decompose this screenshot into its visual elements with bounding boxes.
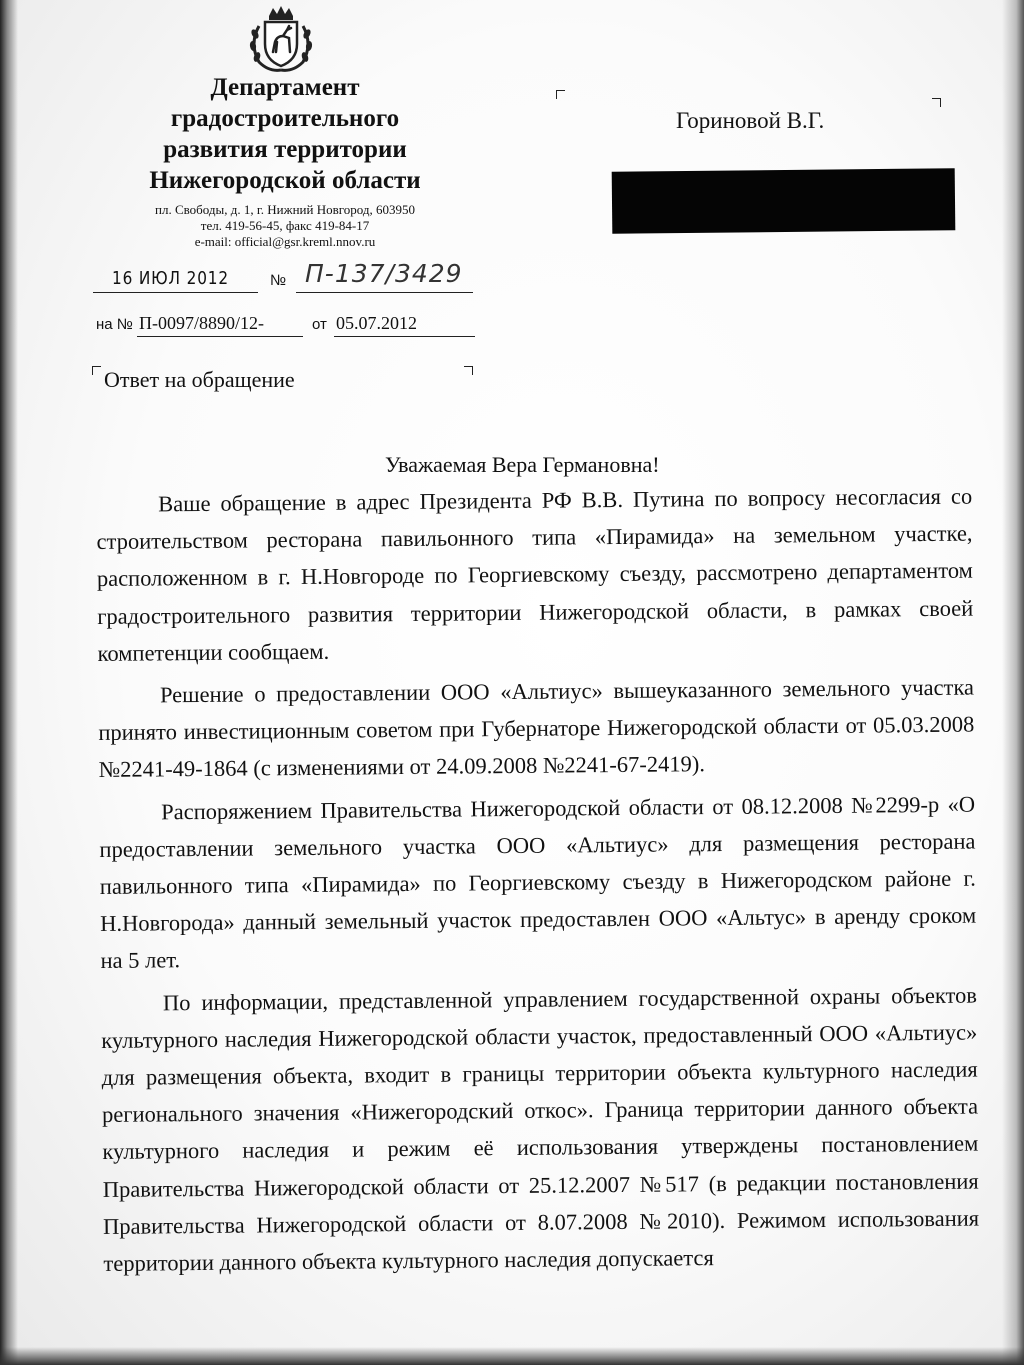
email-line: e-mail: official@gsr.kreml.nnov.ru — [194, 234, 376, 249]
recipient-name: Гориновой В.Г. — [676, 108, 825, 133]
address-line: пл. Свободы, д. 1, г. Нижний Новгород, 603950 — [155, 202, 415, 217]
page-right-edge — [1002, 0, 1024, 1365]
recipient-corner-mark — [932, 98, 941, 107]
address-line: тел. 419-56-45, факс 419-84-17 — [200, 218, 370, 233]
reply-to-label: на № — [96, 316, 133, 333]
date-underline — [93, 292, 258, 293]
redacted-address-block — [612, 168, 956, 234]
subject-corner-mark — [464, 366, 473, 375]
number-underline — [296, 292, 473, 293]
department-line: Нижегородской области — [149, 167, 421, 194]
department-line: Департамент — [210, 74, 360, 101]
number-label: № — [270, 272, 287, 289]
page-bottom-edge — [0, 1347, 1024, 1365]
letter-subject: Ответ на обращение — [104, 367, 295, 392]
subject-corner-mark — [92, 366, 101, 375]
reply-date-label: от — [312, 316, 327, 333]
letter-paragraph: По информации, представленной управлением государственной охраны объектов культурного наследия Нижегородской области участок, предоставленный ООО «Альтиус» для размещения объекта, входит в границы территории объекта культурного наследия регионального значения «Нижегородский откос». Граница территории данного объекта культурного наследия и режим её использования утверждены постановлением Правительства Нижегородской области от 25.12.2007 №517 (в редакции постановления Правительства Нижегородской области от 8.07.2008 №2010). Режимом использования территории данного объекта культурного наследия допускается — [101, 982, 980, 1277]
outgoing-number-handwritten: П-137/3429 — [305, 259, 463, 288]
reply-date-underline — [334, 336, 475, 337]
letter-paragraph: Ваше обращение в адрес Президента РФ В.В. Путина по вопросу несогласия со строительством ресторана павильонного типа «Пирамида» на земельном участке, расположенном в г. Н.Новгороде по Георгиевскому съезду, рассмотрено департаментом градостроительного развития территории Нижегородской области, в рамках своей компетенции сообщаем. — [96, 483, 974, 666]
department-name — [120, 72, 450, 196]
reply-date: 05.07.2012 — [336, 313, 417, 333]
registration-date-stamp: 16 ИЮЛ 2012 — [112, 268, 229, 289]
reply-number-underline — [137, 336, 303, 337]
salutation: Уважаемая Вера Германовна! — [385, 452, 660, 477]
department-line: развития территории — [163, 136, 407, 163]
recipient-corner-mark — [556, 90, 565, 99]
letter-body — [96, 478, 980, 1288]
department-line: градостроительного — [170, 105, 400, 132]
page-left-edge — [0, 0, 18, 1365]
letter-paragraph: Распоряжением Правительства Нижегородской области от 08.12.2008 №2299-р «О предоставлении земельного участка ООО «Альтиус» для размещения ресторана павильонного типа «Пирамида» по Георгиевскому съезду в Нижегородском районе г. Н.Новгорода» данный земельный участок предоставлен ООО «Альтус» в аренду сроком на 5 лет. — [99, 791, 977, 974]
letter-paragraph: Решение о предоставлении ООО «Альтиус» вышеуказанного земельного участка принято инвестиционным советом при Губернаторе Нижегородской области от 05.03.2008 №2241-49-1864 (с изменениями от 24.09.2008 №2241-67-2419). — [98, 674, 975, 783]
reply-to-number: П-0097/8890/12- — [139, 313, 264, 333]
department-address — [105, 202, 465, 250]
coat-of-arms-icon — [245, 4, 317, 74]
